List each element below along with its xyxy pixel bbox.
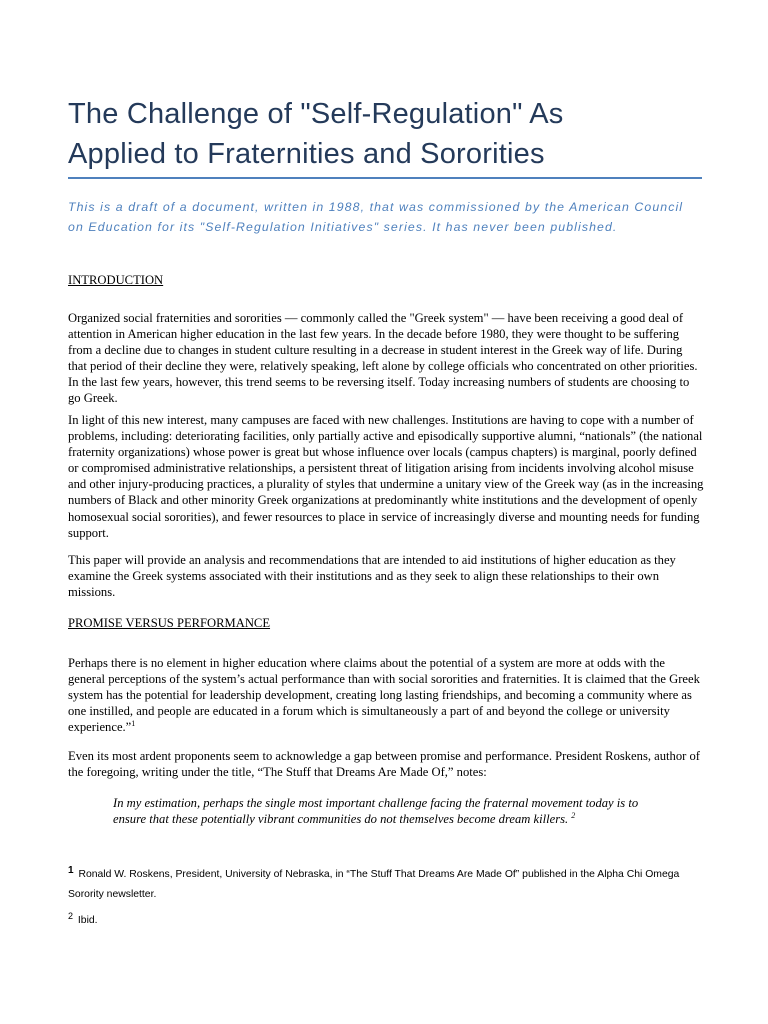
introduction-paragraph-1: Organized social fraternities and sororities — commonly called the "Greek system" — have been receiving a good deal of attention in American higher education in the last few years. In the decade before 1980, they were thought to be suffering from a decline due to changes in student culture resulting in a decrease in student interest in the Greek way of life. During that period of their decline they were, relatively speaking, left alone by college officials who concentrated on other priorities. In the last few years, however, this trend seems to be reversing itself. Today increasing numbers of students are choosing to go Greek. (68, 311, 698, 406)
title-divider (68, 177, 702, 179)
introduction-heading: INTRODUCTION (68, 273, 164, 287)
block-quote-text: In my estimation, perhaps the single most important challenge facing the fraternal movement today is to ensure that these potentially vibrant communities do not themselves become dream killers. (113, 796, 639, 827)
document-subtitle: This is a draft of a document, written in 1988, that was commissioned by the American Council on Education for its "Self-Regulation Initiatives" series. It has never been published. (68, 200, 684, 234)
introduction-paragraph-3: This paper will provide an analysis and recommendations that are intended to aid institutions of higher education as they examine the Greek systems associated with their institutions and as they seek to align these relationships to their own missions. (68, 553, 676, 600)
promise-paragraph-1 (68, 655, 704, 735)
title-line-1: The Challenge of "Self-Regulation" As (68, 98, 564, 130)
footnote-2-number: 2 (68, 910, 74, 921)
footnote-ref-1: 1 (131, 719, 136, 729)
footnote-2-text: Ibid. (77, 915, 98, 926)
promise-paragraph-2: Even its most ardent proponents seem to acknowledge a gap between promise and performance. President Roskens, author of the foregoing, writing under the title, “The Stuff that Dreams Are Made Of,” notes: (68, 749, 700, 780)
document-title (68, 94, 708, 174)
footnote-1-number: 1 (68, 864, 74, 876)
title-line-2: Applied to Fraternities and Sororities (68, 138, 545, 170)
block-quote (113, 795, 673, 827)
promise-paragraph-1-text: Perhaps there is no element in higher education where claims about the potential of a system are more at odds with the general perceptions of the system’s actual performance than with social sororities and fraternities. It is claimed that the Greek system has the potential for leadership development, creating long lasting friendships, and becoming a community where as one instilled, and people are educated in a forum which is simultaneously a part of and beyond the college or university experience.” (68, 656, 700, 735)
footnote-1-text: Ronald W. Roskens, President, University of Nebraska, in “The Stuff That Dreams Are Made Of” published in the Alpha Chi Omega Sorority newsletter. (68, 869, 680, 900)
footnote-2 (68, 911, 708, 931)
footnote-ref-2: 2 (571, 811, 576, 821)
introduction-paragraph-2: In light of this new interest, many campuses are faced with new challenges. Institutions are having to cope with a number of problems, including: deteriorating facilities, only partially active and episodically supportive alumni, “nationals” (the national fraternity organizations) whose power is great but whose influence over locals (campus chapters) is marginal, poorly defined or compromised administrative relationships, a persistent threat of litigation arising from incidents involving alcohol misuse and other injury-producing practices, a plurality of styles that undermine a unitary view of the Greek way (as in the increasing numbers of Black and other minority Greek organizations at predominantly white institutions and the development of openly homosexual social sororities), and fewer resources to place in service of increasingly diverse and mounting needs for funding support. (68, 413, 704, 540)
promise-heading: PROMISE VERSUS PERFORMANCE (68, 616, 271, 630)
footnote-1 (68, 865, 708, 905)
